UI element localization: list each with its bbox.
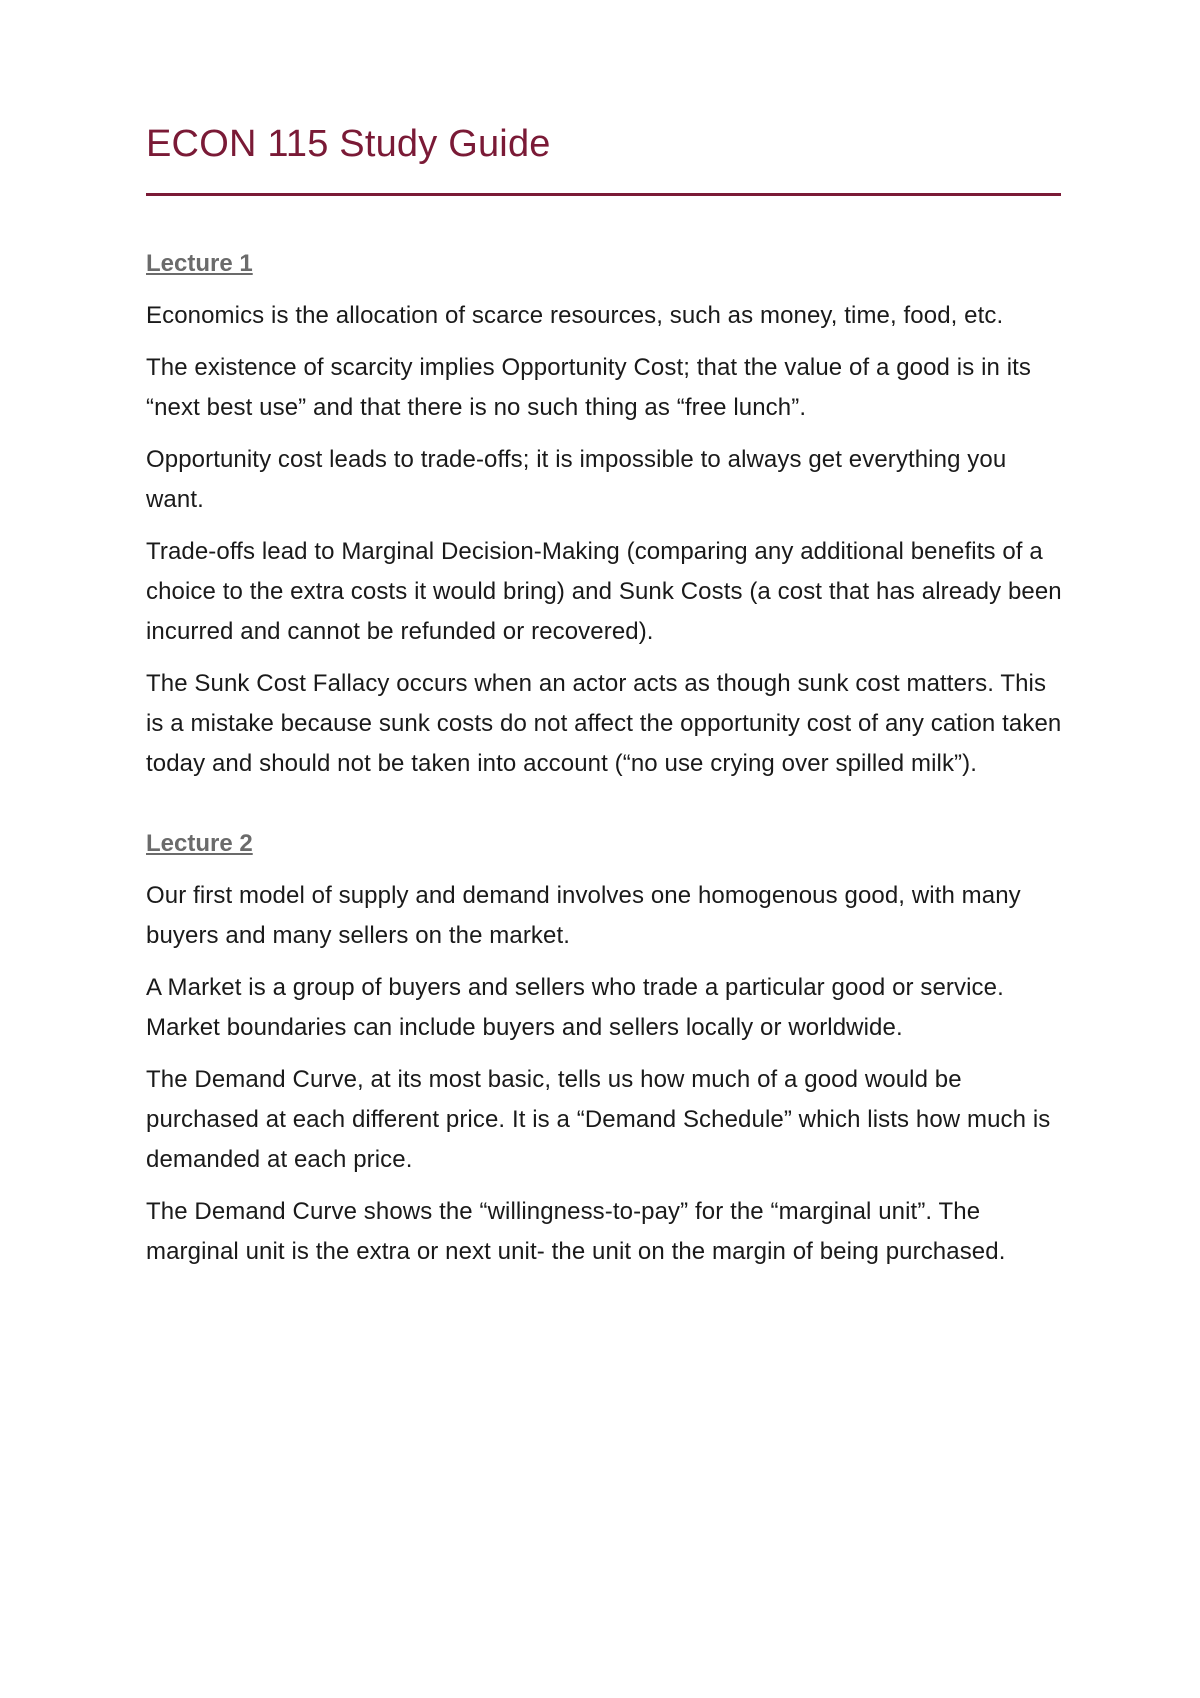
- paragraph: The Demand Curve, at its most basic, tells us how much of a good would be purchased at each different price. It is a “Demand Schedule” which lists how much is demanded at each price.: [146, 1066, 1051, 1173]
- document-title: ECON 115 Study Guide: [146, 123, 551, 165]
- paragraph: Opportunity cost leads to trade-offs; it is impossible to always get everything you want.: [146, 446, 1007, 513]
- paragraph: Our first model of supply and demand involves one homogenous good, with many buyers and many sellers on the market.: [146, 882, 1021, 949]
- paragraph: The Demand Curve shows the “willingness-to-pay” for the “marginal unit”. The marginal unit is the extra or next unit- the unit on the margin of being purchased.: [146, 1198, 1006, 1265]
- section-lecture-2: [146, 828, 1066, 1272]
- section-heading: Lecture 2: [146, 830, 253, 857]
- section-heading: Lecture 1: [146, 250, 253, 277]
- title-divider: [146, 193, 1061, 196]
- paragraph: The existence of scarcity implies Opportunity Cost; that the value of a good is in its “next best use” and that there is no such thing as “free lunch”.: [146, 354, 1032, 421]
- paragraph: The Sunk Cost Fallacy occurs when an actor acts as though sunk cost matters. This is a mistake because sunk costs do not affect the opportunity cost of any cation taken today and should not be taken into account (“no use crying over spilled milk”).: [146, 670, 1062, 777]
- paragraph: Trade-offs lead to Marginal Decision-Making (comparing any additional benefits of a choice to the extra costs it would bring) and Sunk Costs (a cost that has already been incurred and cannot be refunded or recovered).: [146, 538, 1062, 645]
- paragraph: A Market is a group of buyers and sellers who trade a particular good or service. Market boundaries can include buyers and sellers locally or worldwide.: [146, 974, 1004, 1041]
- paragraph: Economics is the allocation of scarce resources, such as money, time, food, etc.: [146, 302, 1004, 329]
- section-lecture-1: [146, 248, 1066, 784]
- document-page: [146, 118, 1066, 1284]
